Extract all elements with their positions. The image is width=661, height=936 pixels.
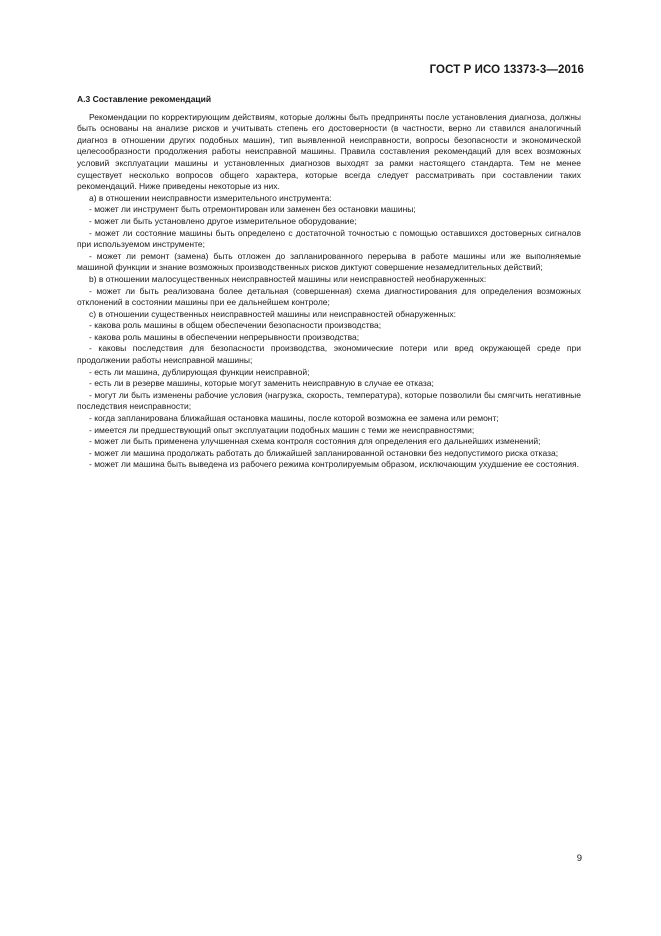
list-heading-c: с) в отношении существенных неисправностей машины или неисправностей обнаруженных: (89, 308, 457, 319)
list-item: - может ли быть установлено другое измерительное оборудование; (89, 215, 357, 226)
list-heading-b: b) в отношении малосущественных неисправностей машины или неисправностей необнаруженных: (89, 273, 487, 284)
list-item: - могут ли быть изменены рабочие условия (нагрузка, скорость, температура), которые позволили бы смягчить негативные последствия неисправности; (77, 389, 581, 412)
list-item: - имеется ли предшествующий опыт эксплуатации подобных машин с теми же неисправностями; (89, 424, 475, 435)
document-code: ГОСТ Р ИСО 13373-3—2016 (429, 64, 584, 76)
paragraph-intro: Рекомендации по корректирующим действиям, которые должны быть предприняты после установления диагноза, должны быть основаны на анализе рисков и учитывать степень его достоверности (в частности, верно ли ставился аналогичный диагноз в отношении других подобных машин), тип выявленной неисправности, вопросы безопасности и экономической целесообразности продолжения работы неисправной машины. Правила составления рекомендаций для всех возможных условий эксплуатации машины и установленных диагнозов выходят за рамки настоящего стандарта. Тем не менее существует несколько вопросов общего характера, которые всегда следует рассматривать при составлении таких рекомендаций. Ниже приведены некоторые из них. (77, 111, 581, 192)
list-item: - какова роль машины в общем обеспечении безопасности производства; (89, 320, 382, 331)
section-heading: А.3 Составление рекомендаций (77, 94, 212, 104)
page-number: 9 (576, 853, 582, 864)
list-item: - есть ли машина, дублирующая функции неисправной; (89, 366, 310, 377)
list-item: - может ли машина быть выведена из рабочего режима контролируемым образом, исключающим ухудшение ее состояния. (89, 459, 579, 470)
list-heading-a: а) в отношении неисправности измерительного инструмента: (89, 192, 332, 203)
list-item: - может ли быть применена улучшенная схема контроля состояния для определения его дальнейших изменений; (89, 436, 541, 447)
list-item: - может ли ремонт (замена) быть отложен до запланированного перерыва в работе машины или же выполняемые машиной функции и знание возможных производственных рисков диктуют совершение незамедлительных действий; (77, 250, 581, 273)
list-item: - может ли состояние машины быть определено с достаточной точностью с помощью оставшихся достоверных сигналов при используемом инструменте; (77, 227, 581, 250)
list-item: - может ли инструмент быть отремонтирован или заменен без остановки машины; (89, 204, 416, 215)
list-item: - какова роль машины в обеспечении непрерывности производства; (89, 331, 360, 342)
list-item: - есть ли в резерве машины, которые могут заменить неисправную в случае ее отказа; (89, 378, 434, 389)
list-item: - может ли быть реализована более детальная (совершенная) схема диагностирования для определения возможных отклонений в состоянии машины при ее дальнейшем контроле; (77, 285, 581, 308)
list-item: - может ли машина продолжать работать до ближайшей запланированной остановки без недопустимого риска отказа; (89, 447, 559, 458)
list-item: - каковы последствия для безопасности производства, экономические потери или вред окружающей среде при продолжении работы неисправной машины; (77, 343, 581, 366)
list-item: - когда запланирована ближайшая остановка машины, после которой возможна ее замена или ремонт; (89, 413, 499, 424)
document-body (77, 94, 581, 471)
